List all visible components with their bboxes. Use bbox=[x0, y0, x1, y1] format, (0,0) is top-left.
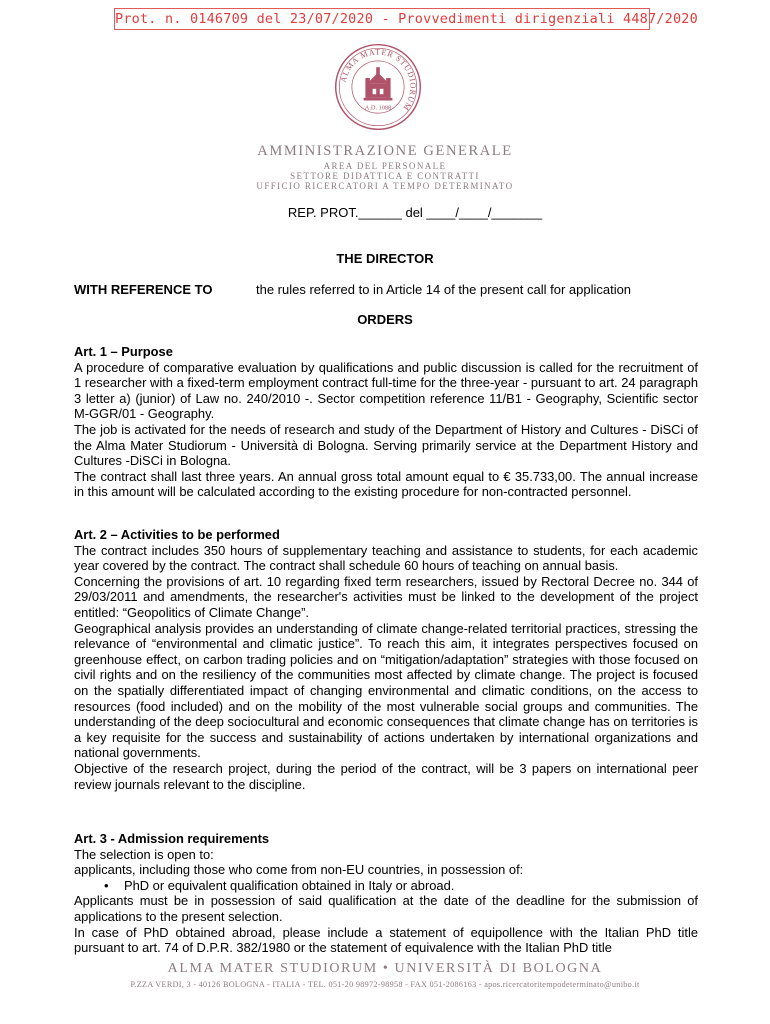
sector-subheading: SETTORE DIDATTICA E CONTRATTI bbox=[290, 171, 480, 181]
article-3-paragraph: The selection is open to: bbox=[74, 846, 214, 862]
article-1-title: Art. 1 – Purpose bbox=[74, 344, 173, 359]
office-heading: AMMINISTRAZIONE GENERALE bbox=[257, 143, 513, 159]
with-reference-label: WITH REFERENCE TO bbox=[74, 282, 213, 297]
article-2-paragraph: The contract includes 350 hours of supplementary teaching and assistance to students, for each academic year covered by the contract. The contract shall schedule 60 hours of teaching on annual basis. bbox=[74, 542, 698, 574]
article-3-paragraph: Applicants must be in possession of said qualification at the date of the deadline for the submission of applications to the present selection. bbox=[74, 893, 698, 924]
article-2-paragraph: Concerning the provisions of art. 10 regarding fixed term researchers, issued by Rectoral Decree no. 344 of 29/03/2011 and amendments, the researcher's activities must be linked to the development of the project entitled: “Geopolitics of Climate Change”. bbox=[74, 573, 698, 620]
article-1-paragraph: The contract shall last three years. An annual gross total amount equal to € 35.733,00. The annual increase in this amount will be calculated according to the existing procedure for non-contracted personnel. bbox=[74, 468, 698, 500]
article-3 bbox=[74, 831, 698, 956]
requirement-bullet bbox=[74, 878, 698, 894]
article-1 bbox=[74, 344, 698, 500]
director-heading: THE DIRECTOR bbox=[336, 251, 434, 266]
rep-prot-line: REP. PROT.______ del ____/____/_______ bbox=[287, 205, 543, 220]
article-3-paragraph: In case of PhD obtained abroad, please include a statement of equipollence with the Italian PhD title pursuant to art. 74 of D.P.R. 382/1980 or the statement of equivalence with the Italian PhD title bbox=[74, 924, 698, 956]
footer-university-name: ALMA MATER STUDIORUM • UNIVERSITÀ DI BOLOGNA bbox=[167, 961, 603, 976]
bullet-text: PhD or equivalent qualification obtained in Italy or abroad. bbox=[124, 877, 455, 893]
article-2 bbox=[74, 527, 698, 792]
protocol-stamp: Prot. n. 0146709 del 23/07/2020 - Provvedimenti dirigenziali 4487/2020 bbox=[114, 8, 650, 30]
bullet-icon: • bbox=[104, 877, 109, 893]
svg-text:A.D. 1088: A.D. 1088 bbox=[364, 104, 392, 112]
with-reference-text: the rules referred to in Article 14 of the present call for application bbox=[256, 282, 632, 297]
unit-subheading: UFFICIO RICERCATORI A TEMPO DETERMINATO bbox=[256, 181, 514, 191]
university-seal-logo bbox=[333, 42, 423, 132]
footer-address: P.ZZA VERDI, 3 - 40126 BOLOGNA - ITALIA - TEL. 051-20 98972-98958 - FAX 051-2086163 - apos.ricercatoritempodeterminato@unibo.it bbox=[130, 980, 640, 989]
article-2-title: Art. 2 – Activities to be performed bbox=[74, 527, 280, 542]
orders-heading: ORDERS bbox=[357, 312, 413, 327]
svg-text:ALMA MATER STUDIORUM: ALMA MATER STUDIORUM bbox=[338, 47, 418, 113]
area-subheading: AREA DEL PERSONALE bbox=[323, 161, 447, 171]
article-2-paragraph: Objective of the research project, during the period of the contract, will be 3 papers on international peer review journals relevant to the discipline. bbox=[74, 760, 698, 792]
article-3-paragraph: applicants, including those who come from non-EU countries, in possession of: bbox=[74, 862, 524, 878]
article-1-paragraph: The job is activated for the needs of research and study of the Department of History and Cultures - DiSCi of the Alma Mater Studiorum - Università di Bologna. Serving primarily service at the Department History and Cultures -DiSCi in Bologna. bbox=[74, 421, 698, 469]
article-1-paragraph: A procedure of comparative evaluation by qualifications and public discussion is called for the recruitment of 1 researcher with a fixed-term employment contract full-time for the three-year - pursuant to art. 24 paragraph 3 letter a) (junior) of Law no. 240/2010 -. Sector competition reference 11/B1 - Geography, Scientific sector M-GGR/01 - Geography. bbox=[74, 359, 698, 422]
article-3-title: Art. 3 - Admission requirements bbox=[74, 831, 270, 846]
article-2-paragraph: Geographical analysis provides an understanding of climate change-related territorial practices, stressing the relevance of “environmental and climatic justice”. To reach this aim, it integrates perspectives focused on greenhouse effect, on carbon trading policies and on “mitigation/adaptation” strategies with those focused on civil rights and on the resiliency of the communities most affected by climate change. The project is focused on the spatially differentiated impact of changing environmental and climatic conditions, on the access to resources (food included) and on the mobility of the most vulnerable social groups and communities. The understanding of the deep sociocultural and economic consequences that climate change has on territories is a key requisite for the success and sustainability of actions undertaken by international organizations and national governments. bbox=[74, 620, 698, 761]
